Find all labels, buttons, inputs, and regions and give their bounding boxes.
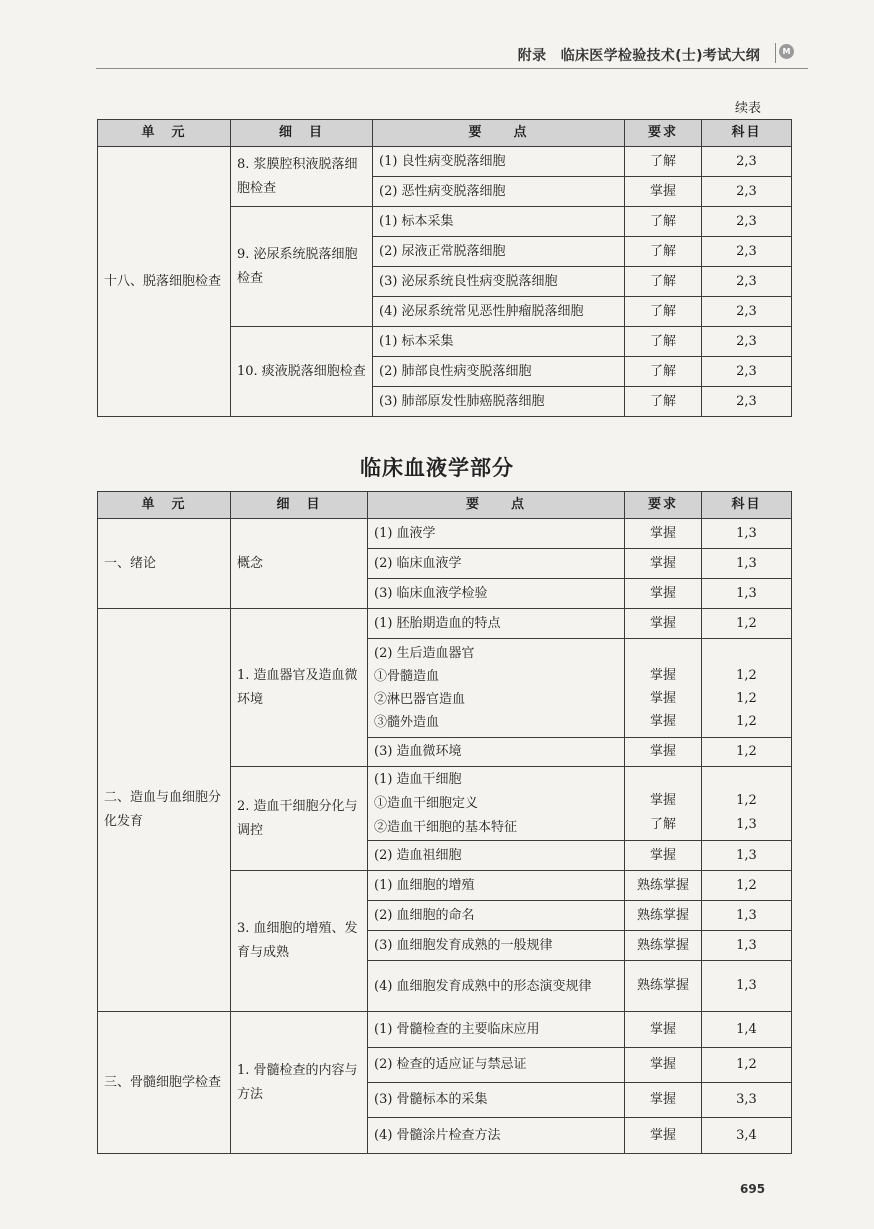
subject-cell: 1,3 bbox=[702, 931, 792, 961]
req-text: 掌握 bbox=[649, 793, 676, 808]
point-cell: (2) 造血祖细胞 bbox=[368, 841, 625, 871]
point-cell: (2) 临床血液学 bbox=[368, 549, 625, 579]
point-cell: (3) 临床血液学检验 bbox=[368, 579, 625, 609]
point-cell: (4) 血细胞发育成熟中的形态演变规律 bbox=[368, 961, 625, 1012]
req-cell: 了解 bbox=[625, 387, 702, 417]
subject-cell: 2,3 bbox=[702, 327, 792, 357]
point-text: (1) 造血干细胞 bbox=[374, 771, 462, 787]
subpoint-text: ①造血干细胞定义 bbox=[374, 795, 479, 811]
header-title: 附录 临床医学检验技术(士)考试大纲 bbox=[517, 48, 760, 64]
point-cell: (3) 骨髓标本的采集 bbox=[368, 1083, 625, 1118]
detail-cell: 概念 bbox=[231, 519, 368, 609]
req-cell: 掌握 bbox=[625, 519, 702, 549]
req-cell: 了解 bbox=[625, 237, 702, 267]
point-cell: (3) 造血微环境 bbox=[368, 738, 625, 767]
subject-cell: 1,3 bbox=[702, 961, 792, 1012]
point-cell: (3) 血细胞发育成熟的一般规律 bbox=[368, 931, 625, 961]
req-cell: 掌握 bbox=[625, 1083, 702, 1118]
section-title: 临床血液学部分 bbox=[360, 456, 514, 480]
req-cell: 了解 bbox=[625, 267, 702, 297]
point-cell: (4) 骨髓涂片检查方法 bbox=[368, 1118, 625, 1154]
req-cell: 掌握 bbox=[625, 1118, 702, 1154]
detail-cell: 9. 泌尿系统脱落细胞检查 bbox=[231, 207, 373, 327]
point-cell bbox=[368, 639, 625, 738]
subject-cell: 2,3 bbox=[702, 387, 792, 417]
req-text: 了解 bbox=[649, 817, 676, 832]
detail-cell: 1. 造血器官及造血微环境 bbox=[231, 609, 368, 767]
subject-cell: 2,3 bbox=[702, 267, 792, 297]
point-cell: (1) 标本采集 bbox=[373, 327, 625, 357]
point-cell: (4) 泌尿系统常见恶性肿瘤脱落细胞 bbox=[373, 297, 625, 327]
header-unit: 单 元 bbox=[98, 492, 231, 519]
subject-cell: 2,3 bbox=[702, 297, 792, 327]
table-exfoliative-cytology bbox=[97, 119, 792, 417]
header-subject: 科目 bbox=[702, 492, 792, 519]
subject-text: 1,2 bbox=[736, 668, 757, 683]
subject-text: 1,3 bbox=[736, 817, 757, 832]
header-req: 要求 bbox=[625, 120, 702, 147]
point-cell: (2) 检查的适应证与禁忌证 bbox=[368, 1048, 625, 1083]
req-cell: 掌握 bbox=[625, 579, 702, 609]
unit-cell: 三、骨髓细胞学检查 bbox=[98, 1012, 231, 1154]
subject-cell: 1,2 bbox=[702, 1048, 792, 1083]
point-cell: (1) 骨髓检查的主要临床应用 bbox=[368, 1012, 625, 1048]
subject-cell: 2,3 bbox=[702, 357, 792, 387]
point-cell: (2) 肺部良性病变脱落细胞 bbox=[373, 357, 625, 387]
unit-cell: 十八、脱落细胞检查 bbox=[98, 147, 231, 417]
header-point: 要 点 bbox=[373, 120, 625, 147]
subject-cell bbox=[702, 639, 792, 738]
point-cell: (1) 血液学 bbox=[368, 519, 625, 549]
subject-cell: 1,2 bbox=[702, 738, 792, 767]
header-badge-icon: M bbox=[779, 44, 794, 59]
detail-cell: 8. 浆膜腔积液脱落细胞检查 bbox=[231, 147, 373, 207]
subject-cell: 1,3 bbox=[702, 549, 792, 579]
table-row bbox=[98, 147, 792, 177]
subject-cell: 1,3 bbox=[702, 841, 792, 871]
req-cell: 掌握 bbox=[625, 1012, 702, 1048]
header-detail: 细 目 bbox=[231, 120, 373, 147]
req-cell bbox=[625, 767, 702, 841]
subject-cell: 2,3 bbox=[702, 207, 792, 237]
subpoint-text: ③髓外造血 bbox=[374, 715, 440, 730]
table-header-row bbox=[98, 492, 792, 519]
header-divider bbox=[775, 43, 776, 63]
detail-cell: 3. 血细胞的增殖、发育与成熟 bbox=[231, 871, 368, 1012]
req-cell: 掌握 bbox=[625, 177, 702, 207]
detail-cell: 1. 骨髓检查的内容与方法 bbox=[231, 1012, 368, 1154]
req-cell: 掌握 bbox=[625, 549, 702, 579]
continued-label: 续表 bbox=[735, 101, 762, 116]
point-cell bbox=[368, 767, 625, 841]
subject-cell: 1,3 bbox=[702, 901, 792, 931]
detail-cell: 2. 造血干细胞分化与调控 bbox=[231, 767, 368, 871]
table-clinical-hematology bbox=[97, 491, 792, 1154]
header-req: 要求 bbox=[625, 492, 702, 519]
req-text: 掌握 bbox=[649, 691, 676, 706]
subpoint-text: ②造血干细胞的基本特征 bbox=[374, 819, 518, 835]
header-unit: 单 元 bbox=[98, 120, 231, 147]
req-cell: 熟练掌握 bbox=[625, 931, 702, 961]
subject-cell bbox=[702, 767, 792, 841]
table-row bbox=[98, 519, 792, 549]
point-cell: (3) 泌尿系统良性病变脱落细胞 bbox=[373, 267, 625, 297]
header-subject: 科目 bbox=[702, 120, 792, 147]
req-cell: 熟练掌握 bbox=[625, 961, 702, 1012]
header-detail: 细 目 bbox=[231, 492, 368, 519]
point-cell: (2) 血细胞的命名 bbox=[368, 901, 625, 931]
req-cell: 了解 bbox=[625, 207, 702, 237]
req-cell: 了解 bbox=[625, 357, 702, 387]
req-cell: 掌握 bbox=[625, 738, 702, 767]
point-cell: (1) 血细胞的增殖 bbox=[368, 871, 625, 901]
subject-cell: 1,2 bbox=[702, 609, 792, 639]
subpoint-text: ①骨髓造血 bbox=[374, 669, 440, 684]
subpoint-text: ②淋巴器官造血 bbox=[374, 692, 466, 707]
subject-cell: 1,3 bbox=[702, 579, 792, 609]
unit-cell: 一、绪论 bbox=[98, 519, 231, 609]
point-cell: (2) 恶性病变脱落细胞 bbox=[373, 177, 625, 207]
point-cell: (1) 标本采集 bbox=[373, 207, 625, 237]
header-point: 要 点 bbox=[368, 492, 625, 519]
subject-cell: 3,3 bbox=[702, 1083, 792, 1118]
subject-text: 1,2 bbox=[736, 691, 757, 706]
req-text: 掌握 bbox=[649, 714, 676, 729]
point-cell: (1) 胚胎期造血的特点 bbox=[368, 609, 625, 639]
req-text: 掌握 bbox=[649, 668, 676, 683]
req-cell: 掌握 bbox=[625, 609, 702, 639]
req-cell: 了解 bbox=[625, 147, 702, 177]
subject-text: 1,2 bbox=[736, 793, 757, 808]
req-cell: 了解 bbox=[625, 297, 702, 327]
point-cell: (1) 良性病变脱落细胞 bbox=[373, 147, 625, 177]
subject-cell: 2,3 bbox=[702, 237, 792, 267]
req-cell: 掌握 bbox=[625, 1048, 702, 1083]
req-cell: 了解 bbox=[625, 327, 702, 357]
subject-cell: 3,4 bbox=[702, 1118, 792, 1154]
unit-cell: 二、造血与血细胞分化发育 bbox=[98, 609, 231, 1012]
req-cell: 熟练掌握 bbox=[625, 901, 702, 931]
subject-cell: 2,3 bbox=[702, 177, 792, 207]
running-header bbox=[96, 32, 808, 69]
req-cell: 掌握 bbox=[625, 841, 702, 871]
subject-cell: 2,3 bbox=[702, 147, 792, 177]
point-cell: (3) 肺部原发性肺癌脱落细胞 bbox=[373, 387, 625, 417]
subject-cell: 1,3 bbox=[702, 519, 792, 549]
point-cell: (2) 尿液正常脱落细胞 bbox=[373, 237, 625, 267]
subject-cell: 1,4 bbox=[702, 1012, 792, 1048]
subject-cell: 1,2 bbox=[702, 871, 792, 901]
detail-cell: 10. 痰液脱落细胞检查 bbox=[231, 327, 373, 417]
point-text: (2) 生后造血器官 bbox=[374, 646, 475, 661]
table-header-row bbox=[98, 120, 792, 147]
req-cell: 熟练掌握 bbox=[625, 871, 702, 901]
table-row bbox=[98, 609, 792, 639]
req-cell bbox=[625, 639, 702, 738]
subject-text: 1,2 bbox=[736, 714, 757, 729]
page-number: 695 bbox=[740, 1182, 766, 1196]
table-row bbox=[98, 1012, 792, 1048]
